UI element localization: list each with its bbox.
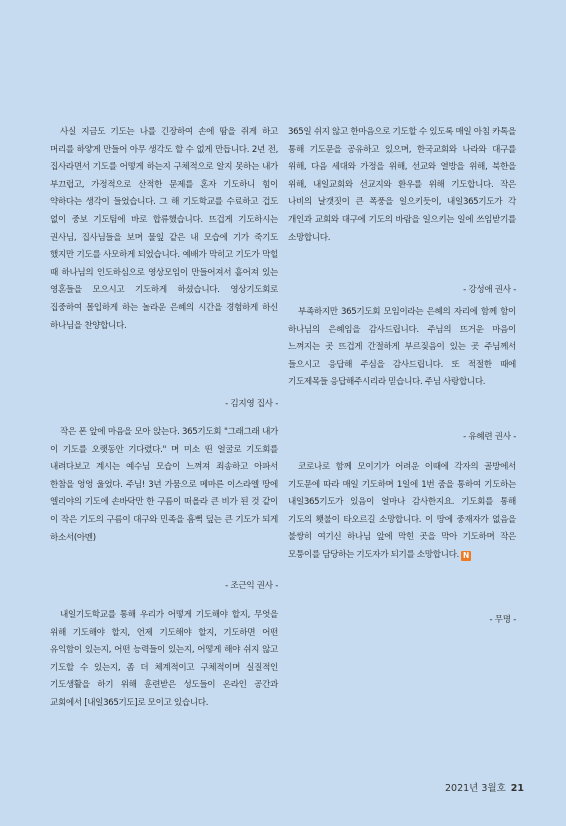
signature-kim-jiyoung: - 김지영 집사 - bbox=[225, 399, 278, 409]
page-footer bbox=[445, 780, 524, 794]
issue-date: 2021년 3월호 bbox=[444, 783, 506, 794]
signature-jo-geunik: - 조근익 권사 - bbox=[225, 581, 278, 591]
signature-yu-hyeryeon: - 유혜련 권사 - bbox=[463, 432, 516, 442]
testimony-paragraph-yu: 부족하지만 365기도회 모임이라는 은혜의 자리에 함께 함이 하나님의 은혜임을 감사드립니다. 주님의 뜨거운 마음이 느껴지는 곳 뜨겁게 간절하게 부르짖음이 있는 곳 주님께서 들으시고 응답해 주심을 감사드립니다. 또 적절한 때에 기도제목들 응답해주시리라 믿습니다. 주님 사랑합니다. bbox=[288, 307, 516, 388]
testimony-paragraph-school: 내일기도학교를 통해 우리가 어떻게 기도해야 할지, 무엇을 위해 기도해야 할지, 언제 기도해야 할지, 기도하면 어떤 유익함이 있는지, 어떤 능력들이 있는지, 어떻게 해야 쉬지 않고 기도할 수 있는지, 좀 더 체계적이고 구체적이며 실질적인 기도생활을 하기 위해 훈련받은 성도들이 온라인 공간과 교회에서 [내일365기도]로 모이고 있습니다. bbox=[50, 610, 278, 708]
anonymous-paragraph-text: 코로나로 함께 모이기가 어려운 이때에 각자의 골방에서 기도문에 따라 매일 기도하며 1일에 1번 줌을 통하여 기도하는 내일365기도가 있음이 얼마나 감사한지요. 기도회를 통해 기도의 횃불이 타오르길 소망합니다. 이 땅에 중재자가 없음을 불쌍히 여기신 하나님 앞에 막힌 곳을 막아 기도하며 작은 모퉁이를 담당하는 기도자가 되기를 소망합니다. bbox=[288, 462, 516, 560]
testimony-paragraph-kang: 365일 쉬지 않고 한마음으로 기도할 수 있도록 매일 아침 카톡을 통해 기도문을 공유하고 있으며, 한국교회와 나라와 대구를 위해, 다음 세대와 가정을 위해, 선교와 열방을 위해, 북한을 위해, 내일교회와 선교지와 환우를 위해 기도합니다. 작은 나비의 날갯짓이 큰 폭풍을 일으키듯이, 내일365기도가 각 개인과 교회와 대구에 기도의 바람을 일으키는 일에 쓰임받기를 소망합니다. bbox=[288, 127, 516, 243]
testimony-paragraph-kim: 사실 지금도 기도는 나를 긴장하여 손에 땀을 쥐게 하고 머리를 하얗게 만들어 아무 생각도 할 수 없게 만듭니다. 2년 전, 집사라면서 기도를 어떻게 하는지 구체적으로 알지 못하는 내가 부끄럽고, 가정적으로 산적한 문제를 혼자 기도하니 힘이 약하다는 생각이 들었습니다. 그 해 기도학교를 수료하고 겁도 없이 중보 기도팀에 바로 합류했습니다. 뜨겁게 기도하시는 권사님, 집사님들을 보며 물잎 같은 내 모습에 기가 죽기도 했지만 기도를 사모하게 되었습니다. 예배가 막히고 기도가 막힐 때 하나님의 인도하심으로 영상모임이 만들어져서 흩어져 있는 영혼들을 모으시고 기도하게 하셨습니다. 영상기도회로 집중하여 몰입하게 하는 놀라운 은혜의 시간을 경험하게 하신 하나님을 찬양합니다. bbox=[50, 127, 278, 331]
testimony-paragraph-anonymous bbox=[288, 459, 516, 565]
testimony-paragraph-jo: 작은 폰 앞에 마음을 모아 앉는다. 365기도회 "그래그래 내가 이 기도를 오랫동안 기다렸다." 며 미소 띤 얼굴로 기도회를 내려다보고 계시는 예수님 모습이 느껴져 죄송하고 아파서 한참을 엉엉 울었다. 주님! 3년 가뭄으로 메마른 이스라엘 땅에 엘리야의 기도에 손바닥만 한 구름이 떠올라 큰 비가 된 것 같이 이 작은 기도의 구름이 대구와 민족을 흠뻑 덮는 큰 기도가 되게 하소서(아멘) bbox=[50, 427, 278, 543]
signature-kang-seongae: - 강성애 권사 - bbox=[463, 285, 516, 295]
signature-anonymous: - 무명 - bbox=[489, 615, 516, 625]
page-number: 21 bbox=[510, 783, 524, 794]
end-mark-n-icon: N bbox=[461, 551, 471, 561]
